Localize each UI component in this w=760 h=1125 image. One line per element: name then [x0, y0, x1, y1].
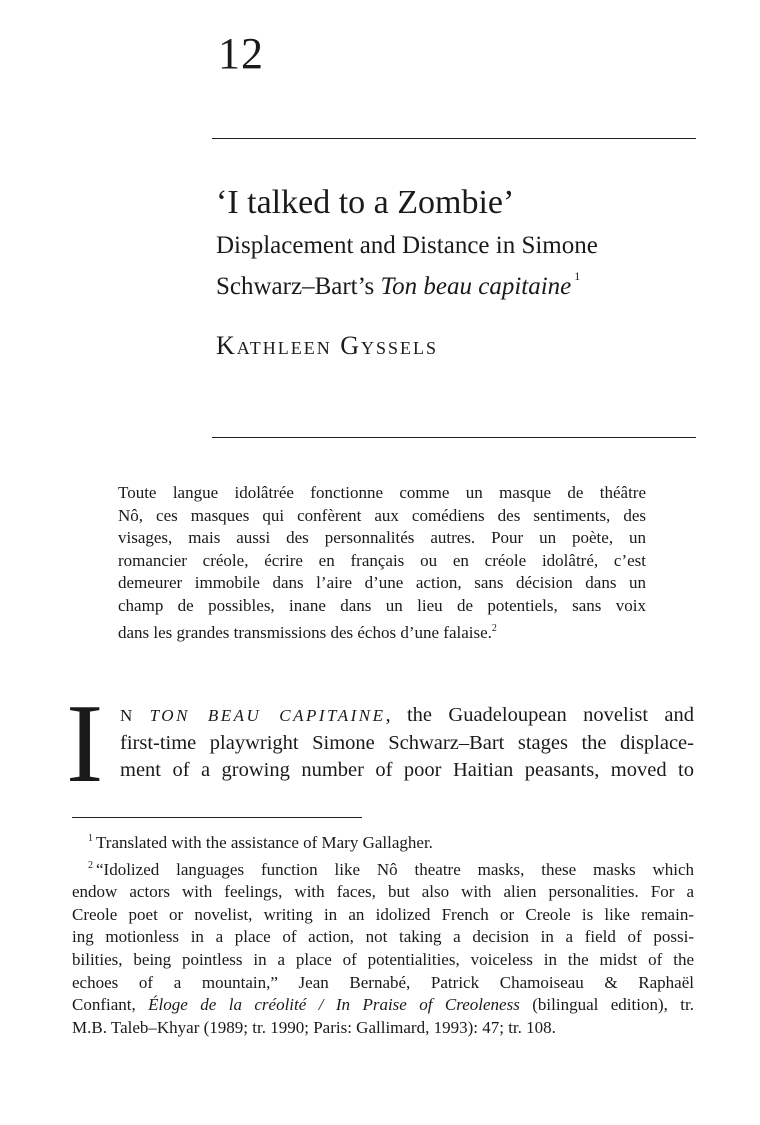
footnote-2-line: Creole poet or novelist, writing in an idolized French or Creole is like remain-	[72, 904, 694, 924]
subtitle-prefix: Schwarz–Bart’s	[216, 273, 381, 300]
footnote-mark-2: 2	[88, 859, 93, 871]
footnote-2-suffix: (bilingual edition), tr.	[519, 995, 695, 1015]
footnote-2-line: bilities, being pointless in a place of potentialities, voiceless in the midst of the	[72, 949, 694, 969]
footnote-2-line	[72, 855, 694, 882]
chapter-title: ‘I talked to a Zombie’	[216, 184, 515, 221]
footnote-2-line: M.B. Taleb–Khyar (1989; tr. 1990; Paris: Gallimard, 1993): 47; tr. 108.	[72, 1017, 556, 1037]
epigraph-line: demeurer immobile dans l’aire d’une action, sans décision dans un	[118, 573, 646, 593]
footnote-2-first: “Idolized languages function like Nô theatre masks, these masks which	[96, 859, 694, 879]
footnote-2-line: echoes of a mountain,” Jean Bernabé, Patrick Chamoiseau & Raphaël	[72, 972, 694, 992]
footnote-ref-1[interactable]: 1	[574, 269, 581, 283]
footnote-2-line	[72, 994, 694, 1017]
lead-work-title: TON BEAU CAPITAINE	[149, 706, 386, 725]
chapter-number: 12	[218, 29, 264, 78]
epigraph-line: Toute langue idolâtrée fonctionne comme un masque de théâtre	[118, 483, 646, 502]
footnote-2-line: ing motionless in a place of action, not taking a decision in a field of possi-	[72, 927, 694, 947]
subtitle-line-1: Displacement and Distance in Simone	[216, 232, 598, 259]
bottom-rule	[212, 437, 696, 438]
drop-cap: I	[66, 682, 104, 806]
footnote-2-line: endow actors with feelings, with faces, but also with alien personalities. For a	[72, 882, 694, 902]
footnote-ref-2[interactable]: 2	[491, 622, 497, 634]
subtitle-work-title: Ton beau capitaine	[380, 273, 572, 300]
epigraph-line: champ de possibles, inane dans un lieu de potentiels, sans voix	[118, 595, 646, 615]
footnote-2-prefix: Confiant,	[72, 995, 149, 1015]
chapter-subtitle	[216, 230, 696, 302]
top-rule	[212, 138, 696, 139]
epigraph	[118, 482, 646, 644]
epigraph-line: visages, mais aussi des personnalités autres. Pour un poète, un	[118, 528, 646, 548]
body-line-1	[120, 702, 694, 730]
footnote-rule	[72, 817, 362, 818]
footnote-2-work-title: Éloge de la créolité / In Praise of Creoleness	[148, 995, 520, 1015]
author-name: Kathleen Gyssels	[216, 331, 439, 360]
epigraph-line	[118, 618, 646, 645]
epigraph-last-text: dans les grandes transmissions des échos d’une falaise.	[118, 622, 492, 642]
body-line-2: first-time playwright Simone Schwarz–Bart stages the displace-	[120, 731, 694, 754]
body-line-1-rest: , the Guadeloupean novelist and	[385, 704, 694, 726]
footnote-1-text: Translated with the assistance of Mary Gallagher.	[96, 833, 433, 852]
lead-letter: N	[120, 706, 134, 725]
subtitle-line-2	[216, 261, 696, 302]
epigraph-line: Nô, ces masques qui confèrent aux comédiens des sentiments, des	[118, 505, 646, 525]
footnote-mark-1: 1	[88, 833, 93, 844]
body-paragraph	[120, 702, 694, 785]
body-line-3: ment of a growing number of poor Haitian peasants, moved to	[120, 759, 694, 781]
footnotes	[72, 828, 694, 1039]
footnote-1	[72, 828, 694, 855]
epigraph-line: romancier créole, écrire en français ou en créole idolâtré, c’est	[118, 550, 646, 570]
